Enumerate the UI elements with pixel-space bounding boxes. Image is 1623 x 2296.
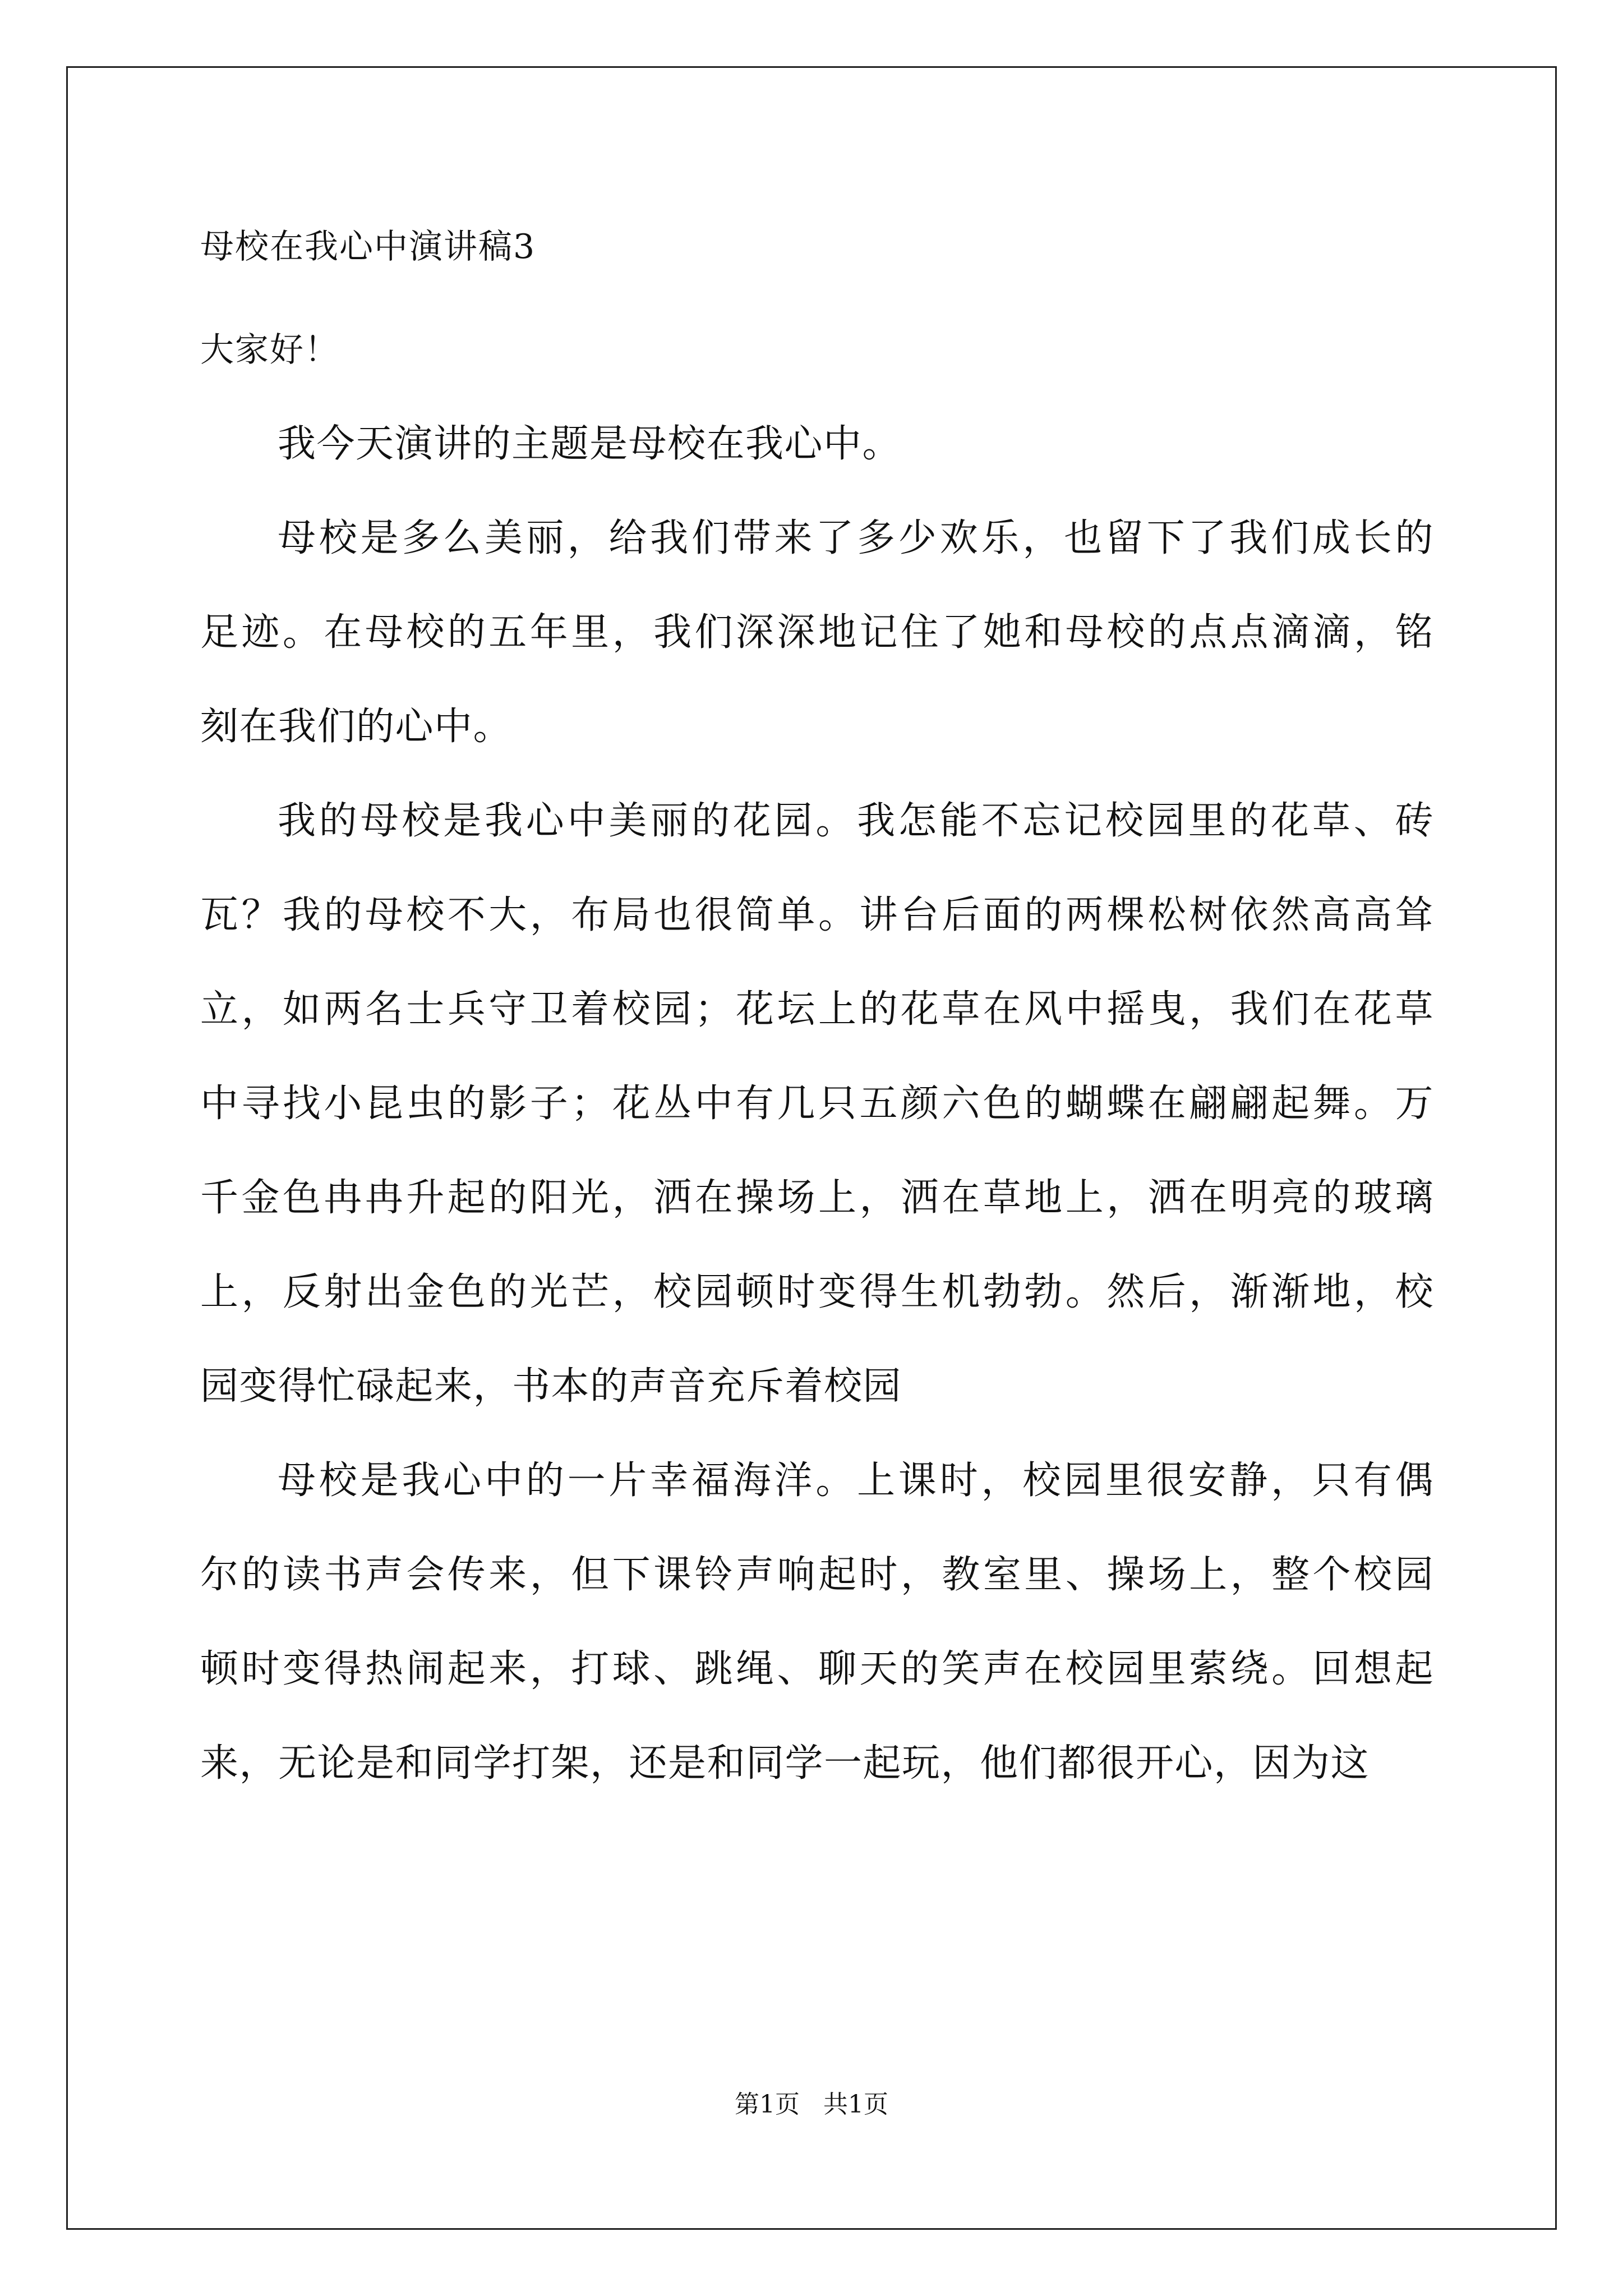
paragraph-line: 尔的读书声会传来，但下课铃声响起时，教室里、操场上，整个校园 (200, 1553, 1434, 1597)
paragraph-line: 来，无论是和同学打架，还是和同学一起玩，他们都很开心，因为这 (200, 1741, 1370, 1786)
paragraph (200, 491, 1434, 774)
document-body (200, 191, 1434, 1811)
paragraph (200, 1434, 1434, 1811)
paragraph (200, 774, 1434, 1434)
page-footer: 第1页 共1页 (735, 2090, 888, 2119)
paragraph-line: 千金色冉冉升起的阳光，洒在操场上，洒在草地上，洒在明亮的玻璃 (200, 1176, 1434, 1220)
paragraph-line: 母校是多么美丽，给我们带来了多少欢乐，也留下了我们成长的 (278, 516, 1434, 560)
paragraph-line: 中寻找小昆虫的影子；花丛中有几只五颜六色的蝴蝶在翩翩起舞。万 (200, 1082, 1434, 1126)
paragraph-line: 刻在我们的心中。 (200, 705, 513, 749)
paragraph-line: 园变得忙碌起来，书本的声音充斥着校园 (200, 1364, 902, 1409)
paragraph-line: 瓦？我的母校不大，布局也很简单。讲台后面的两棵松树依然高高耸 (200, 893, 1434, 937)
paragraph-line: 足迹。在母校的五年里，我们深深地记住了她和母校的点点滴滴，铭 (200, 610, 1434, 655)
paragraph-list (200, 397, 1434, 1811)
paragraph-line: 立，如两名士兵守卫着校园；花坛上的花草在风中摇曳，我们在花草 (200, 987, 1434, 1032)
paragraph (200, 397, 1434, 491)
document-title: 母校在我心中演讲稿3 (200, 227, 536, 266)
paragraph-line: 顿时变得热闹起来，打球、跳绳、聊天的笑声在校园里萦绕。回想起 (200, 1647, 1434, 1691)
greeting: 大家好！ (200, 330, 339, 370)
paragraph-line: 我今天演讲的主题是母校在我心中。 (278, 422, 902, 466)
paragraph-line: 上，反射出金色的光芒，校园顿时变得生机勃勃。然后，渐渐地，校 (200, 1270, 1434, 1314)
paragraph-line: 母校是我心中的一片幸福海洋。上课时，校园里很安静，只有偶 (278, 1458, 1434, 1503)
paragraph-line: 我的母校是我心中美丽的花园。我怎能不忘记校园里的花草、砖 (278, 799, 1434, 843)
